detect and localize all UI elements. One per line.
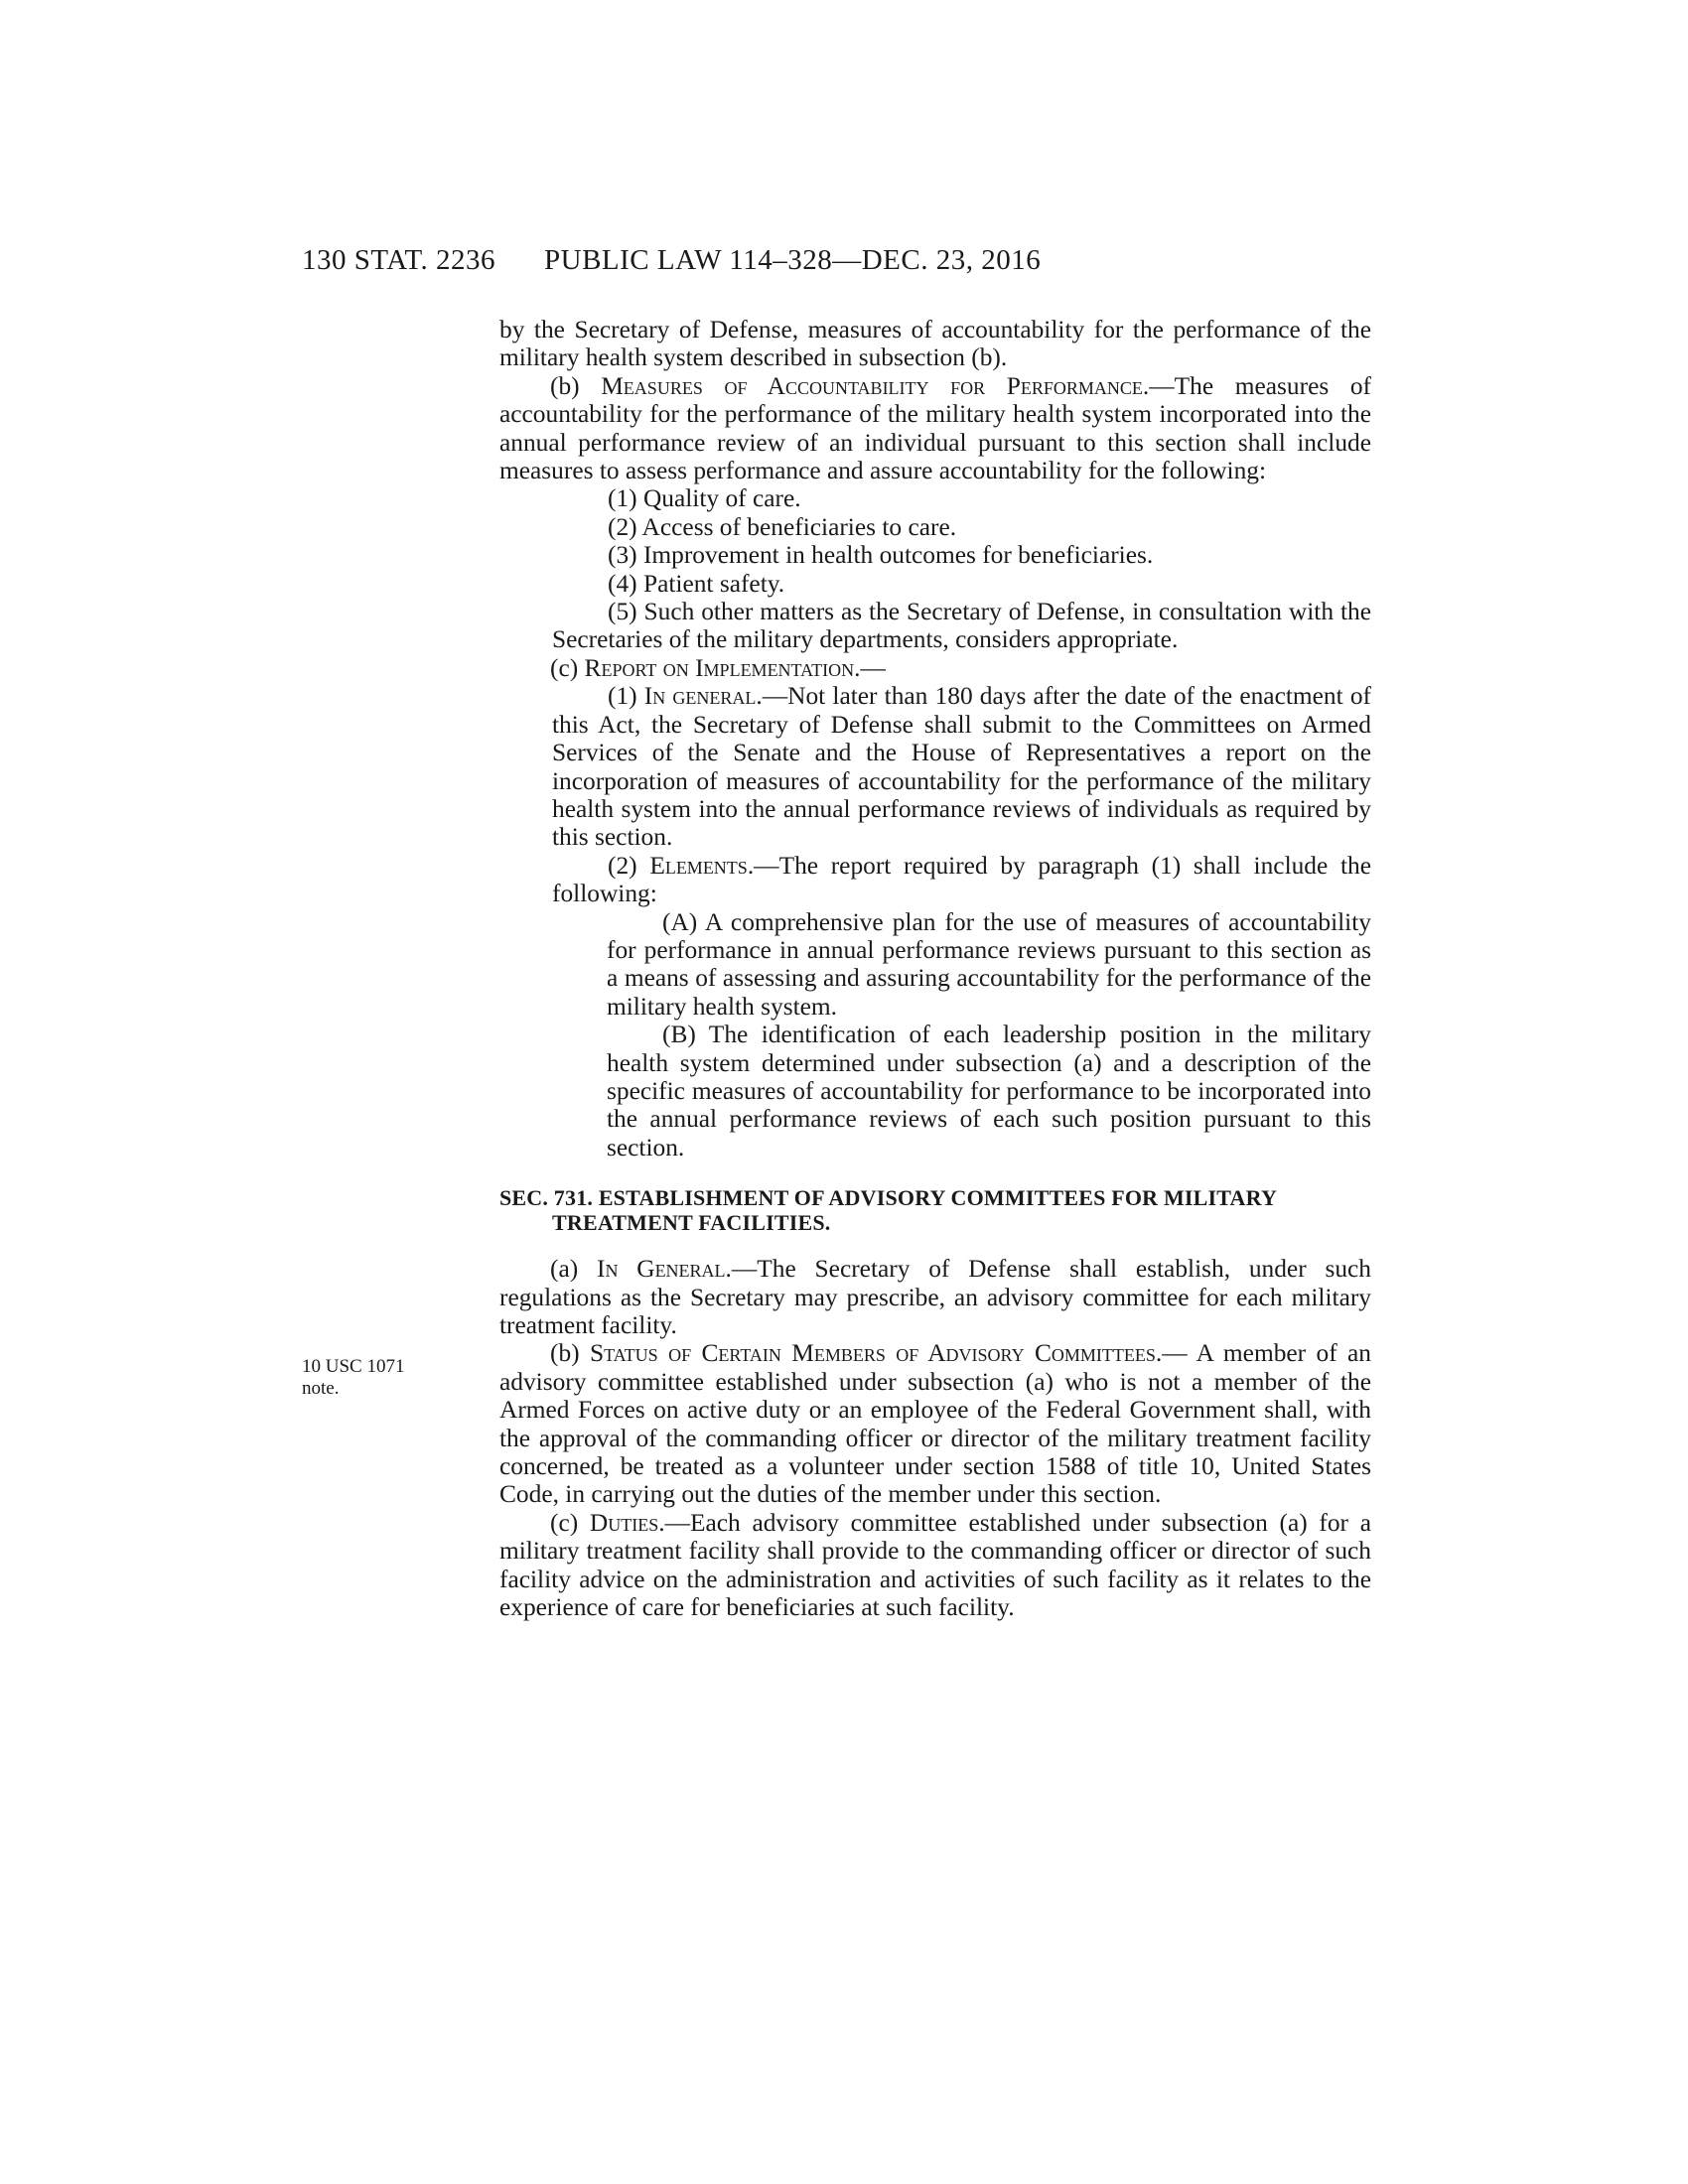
section-number: SEC. 731. <box>499 1185 594 1211</box>
subsection-heading: Measures of Accountability for Performance. <box>601 371 1150 400</box>
list-item: (1) Quality of care. <box>608 484 801 513</box>
paragraph-heading: In general. <box>643 682 763 711</box>
subsection-label: (a) <box>550 1255 579 1284</box>
paragraph-heading: Elements. <box>649 851 755 880</box>
paragraph-text: —The report required by paragraph (1) shall include the following: <box>552 851 1371 908</box>
paragraph-text: —Not later than 180 days after the date of the enactment of this Act, the Secretary of Defense shall submit to the Committees on Armed Services of the Senate and the House of Representatives a report on the incorporation of measures of accountability for the performance of the military health system into the annual performance reviews of individuals as required by this section. <box>552 682 1371 852</box>
section-heading <box>499 1185 1371 1235</box>
subsection-label: (c) <box>550 1508 579 1537</box>
list-item: (3) Improvement in health outcomes for beneficiaries. <box>608 541 1154 570</box>
subparagraph-a: (A) A comprehensive plan for the use of measures of accountability for performance in annual performance reviews pursuant to this section as a means of assessing and assuring accountability for the performance of the military health system. <box>607 907 1371 1021</box>
paragraph-label: (1) <box>608 682 637 711</box>
margin-note-line: 10 USC 1071 <box>302 1356 405 1377</box>
subsection-text: —Each advisory committee established under subsection (a) for a military treatment facility shall provide to the commanding officer or director of such facility advice on the administration and activities of such facility as it relates to the experience of care for beneficiaries at such facility. <box>499 1508 1371 1622</box>
subsection-text: —The Secretary of Defense shall establish, under such regulations as the Secretary may prescribe, an advisory committee for each military treatment facility. <box>499 1255 1371 1339</box>
document-body <box>499 316 1371 1621</box>
paragraph-c2 <box>499 852 1371 908</box>
subsection-heading: Report on Implementation. <box>584 653 861 682</box>
list-item: (4) Patient safety. <box>608 569 785 598</box>
list-item: (2) Access of beneficiaries to care. <box>608 512 957 541</box>
subsection-heading: Status of Certain Members of Advisory Committees. <box>590 1339 1163 1368</box>
subsection-c <box>499 654 1371 682</box>
margin-note-line: note. <box>302 1378 340 1399</box>
page-header <box>302 244 1374 284</box>
section-title: ESTABLISHMENT OF ADVISORY COMMITTEES FOR MILITARY TREATMENT FACILITIES. <box>552 1185 1277 1236</box>
margin-note-usc <box>302 1356 451 1400</box>
paragraph-label: (2) <box>608 851 637 880</box>
continued-paragraph: by the Secretary of Defense, measures of accountability for the performance of the military health system described in subsection (b). <box>499 316 1371 372</box>
public-law-title: PUBLIC LAW 114–328—DEC. 23, 2016 <box>544 244 1042 276</box>
subparagraph-b: (B) The identification of each leadership position in the military health system determined under subsection (a) and a description of the specific measures of accountability for performance to be incorporated into the annual performance reviews of each such position pursuant to this section. <box>607 1021 1371 1161</box>
stat-page-number: 130 STAT. 2236 <box>302 244 496 276</box>
subsection-label: (b) <box>550 1339 580 1368</box>
section-subsection-c <box>499 1509 1371 1622</box>
subsection-label: (c) <box>550 653 579 682</box>
subsection-text: — A member of an advisory committee established under subsection (a) who is not a member of the Armed Forces on active duty or an employee of the Federal Government shall, with the approval of the commanding officer or director of the military treatment facility concerned, be treated as a volunteer under section 1588 of title 10, United States Code, in carrying out the duties of the member under this section. <box>499 1339 1371 1509</box>
paragraph-c1 <box>499 682 1371 851</box>
subsection-label: (b) <box>550 371 580 400</box>
subsection-text: —The measures of accountability for the performance of the military health system incorporated into the annual performance review of an individual pursuant to this section shall include measures to assess performance and assure accountability for the following: <box>499 371 1371 485</box>
subsection-dash: — <box>860 653 886 682</box>
subsection-heading: Duties. <box>589 1508 665 1537</box>
section-subsection-a <box>499 1255 1371 1339</box>
subsection-b <box>499 372 1371 485</box>
list-item: (5) Such other matters as the Secretary of Defense, in consultation with the Secretaries of the military departments, considers appropriate. <box>552 598 1371 654</box>
section-subsection-b <box>499 1339 1371 1508</box>
subsection-heading: In General. <box>596 1255 732 1284</box>
